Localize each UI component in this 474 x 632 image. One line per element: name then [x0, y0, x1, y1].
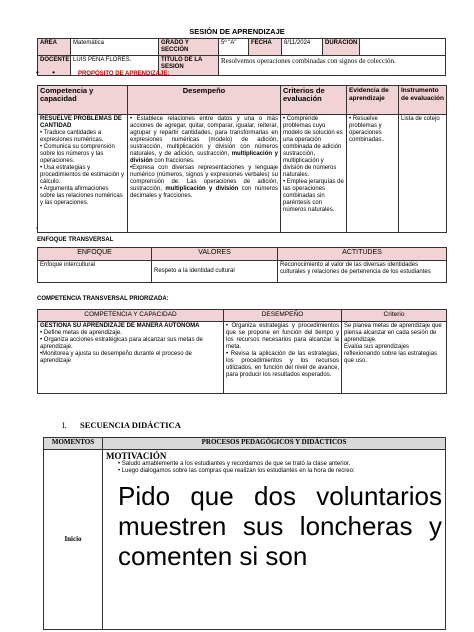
- secuencia-item: • Saludo amablemente a los estudiantes y recordamos de que se trató la clase anterior.: [118, 461, 351, 467]
- header-criterios: Criterios de evaluación: [281, 86, 347, 115]
- comp-trans-table: [37, 309, 447, 394]
- instrumento-value: Lista de cotejo: [399, 115, 447, 233]
- desempeno-item: • Establece relaciones entre datos y una o más acciones de agregar, quitar, comparar, igualar, reiterar, agrupar y repartir cantidades, para transformarlas en expresiones numéricas (modelo) de adición, sustracción, multiplicación y división con números naturales, y de adición, sustracción, multiplicación y división con fracciones.: [130, 116, 278, 164]
- duracion-value: [360, 39, 446, 56]
- large-text: Pido que dos voluntarios muestren sus loncheras y comenten si son: [118, 481, 442, 571]
- bullet-marks: • •: [36, 68, 55, 77]
- header-desempeno: Desempeño: [128, 86, 281, 115]
- proposito-label: PROPÓSITO DE APRENDIZAJE:: [78, 71, 170, 77]
- grado-value: 5º "A": [219, 39, 249, 56]
- valores-value: Respeto a la identidad cultural: [152, 261, 278, 283]
- grado-label: GRADO Y SECCIÓN: [159, 39, 219, 56]
- titulo-value: Resolvemos operaciones combinadas con signos de colección.: [219, 56, 446, 76]
- actitudes-value: Reconocimiento al valor de las diversas identidades culturales y relaciones de pertenencia de los estudiantes: [278, 261, 447, 283]
- header-procesos: PROCESOS PEDAGÓGICOS Y DIDÁCTICOS: [103, 438, 446, 450]
- header-enfoque: ENFOQUE: [38, 248, 152, 261]
- desempeno-item: •Expresa con diversas representaciones y lenguaje numérico (números, signos y expresiones verbales) su comprensión de: Las operaciones de adición, sustracción, multiplicación y división con números decimales y fracciones.: [130, 165, 279, 199]
- desempeno-trans-item: • Organiza estrategias y procedimientos que se propone en función del tiempo y los recursos necesarios para alcanzar la meta.: [226, 323, 339, 350]
- enfoque-section-label: ENFOQUE TRANSVERSAL: [37, 237, 114, 243]
- area-label: AREA: [38, 39, 71, 56]
- area-value: Matemática: [71, 39, 159, 56]
- secuencia-table: [43, 437, 446, 630]
- enfoque-value: Enfoque intercultural: [38, 261, 152, 283]
- titulo-label: TITULO DE LA SESION: [159, 56, 219, 76]
- header-competencia: Competencia y capacidad: [38, 86, 128, 115]
- fecha-label: FECHA: [249, 39, 282, 56]
- competencia-item: • Traduce cantidades a expresiones numéricas.: [40, 130, 104, 143]
- criterio-item: • Emplea jerarquías de las operaciones combinadas sin paréntesis con números naturales.: [283, 179, 344, 213]
- evidencia-item: • Resuelve problemas y operaciones combinadas..: [349, 116, 385, 143]
- competencia-item: • Comunica su comprensión sobre los números y las operaciones.: [40, 144, 115, 164]
- docente-value: LUIS PEÑA FLORES.: [71, 56, 159, 76]
- header-actitudes: ACTITUDES: [278, 248, 447, 261]
- header-valores: VALORES: [152, 248, 278, 261]
- competencias-table: [37, 85, 447, 233]
- docente-label: DOCENTE: [38, 56, 71, 76]
- competencia-item: • Argumenta afirmaciones sobre las relaciones numéricas y las operaciones.: [40, 186, 123, 206]
- competencia-trans-item: • Organiza acciones estratégicas para alcanzar sus metas de aprendizaje.: [40, 337, 203, 350]
- criterio-trans-item: Evalúa sus aprendizajes reflexionando sobre las estrategias que uso.: [344, 344, 438, 364]
- stray-mark: ": [36, 228, 39, 234]
- page-title: SESIÓN DE APRENDIZAJE: [189, 27, 285, 36]
- header-momentos: MOMENTOS: [44, 438, 103, 450]
- enfoque-table: [37, 247, 447, 283]
- criterio-item: • Comprende problemas cuyo modelo de solución es una operación combinada de adición sustracción, multiplicación y división de números naturales.: [283, 116, 343, 178]
- fecha-value: 8/11/2024: [282, 39, 323, 56]
- motivacion-label: MOTIVACIÓN: [106, 451, 167, 461]
- header-competencia-trans: COMPETENCIA Y CAPACIDAD: [38, 310, 224, 322]
- secuencia-item: • Luego dialogamos sobre las compras que realizan los estudiantes en la hora de recreo:: [118, 468, 355, 474]
- duracion-label: DURACION: [323, 39, 360, 56]
- competencia-trans-item: • Define metas de aprendizaje.: [40, 330, 122, 336]
- competencia-trans-title: GESTIONA SU APRENDIZAJE DE MANERA AUTÓNOMA: [40, 323, 200, 329]
- secuencia-title: SECUENCIA DIDÁCTICA: [80, 420, 181, 430]
- competencia-trans-item: •Monitorea y ajusta su desempeño durante el proceso de aprendizaje: [40, 351, 192, 364]
- header-desempeno-trans: DESEMPEÑO: [224, 310, 342, 322]
- criterio-trans-item: Se planea metas de aprendizaje que piensa alcanzar en cada sesión de aprendizaje.: [344, 323, 442, 343]
- header-criterio-trans: Criterio: [342, 310, 447, 322]
- desempeno-trans-item: • Revisa la aplicación de las estrategias, los procedimientos y los recursos utilizados, en función del nivel de avance, para producir los resultados esperados.: [226, 351, 339, 378]
- competencia-title: RESUELVE PROBLEMAS DE CANTIDAD: [40, 116, 122, 129]
- competencia-item: • Usa estrategias y procedimientos de estimación y cálculo.: [40, 165, 125, 185]
- momento-inicio: Inicio: [44, 450, 103, 630]
- header-evidencia: Evidencia de aprendizaje: [347, 86, 399, 115]
- comp-trans-section-label: COMPETENCIA TRANSVERSAL PRIORIZADA:: [37, 296, 169, 302]
- secuencia-number: I.: [62, 421, 67, 430]
- header-instrumento: Instrumento de evaluación: [399, 86, 447, 115]
